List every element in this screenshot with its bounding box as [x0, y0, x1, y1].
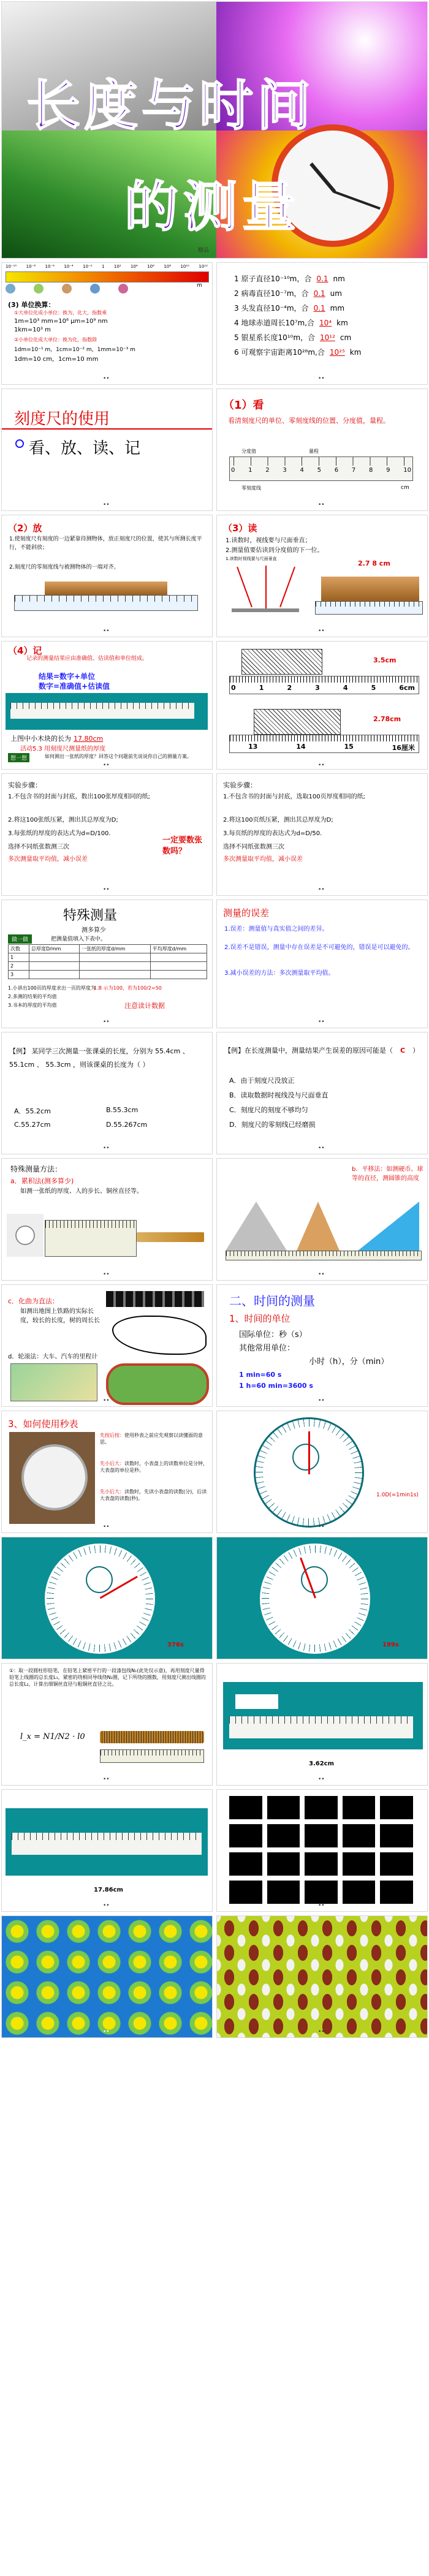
- blue-triangle-image: [358, 1202, 419, 1251]
- cone-image: [290, 1195, 346, 1251]
- ruler-image: [100, 1749, 204, 1763]
- slide-heading: 二、时间的测量: [229, 1294, 315, 1308]
- scale-tick: 10⁻⁶: [45, 264, 55, 269]
- option-d[interactable]: D．刻度尺的零刻线已经磨损: [229, 1121, 316, 1129]
- slide-stopwatch-usage: [1, 1411, 213, 1533]
- usage-tip3: 先小后大：读数时，先读小表盘的读数(分)，后读大表盘的读数(秒)。: [100, 1489, 207, 1501]
- method-b: b．平移法：如测硬币、球等的直径，测圆锥的高度: [352, 1166, 423, 1182]
- eye-diagram: [226, 566, 305, 615]
- record-eq1: 结果=数字+单位: [39, 672, 96, 681]
- step-5: 多次测量取平均值，减小误差: [8, 856, 88, 863]
- page-number: ••: [103, 1271, 110, 1278]
- page-number: ••: [318, 1398, 325, 1404]
- page-number: ••: [318, 1145, 325, 1151]
- read-rule2: 2.测量值要估读到分度值的下一位。: [226, 547, 324, 554]
- steps-heading: 实验步骤：: [8, 781, 42, 789]
- slide-heading: （1）看: [223, 399, 264, 412]
- slide-title-line1: 长度与时间: [26, 74, 315, 137]
- ruler-image: [45, 1220, 137, 1257]
- step-2: 2.将这100页纸压紧，测出其总厚度为D;: [223, 817, 333, 824]
- option-b[interactable]: B．读取数据时视线没与尺面垂直: [229, 1091, 328, 1099]
- page-number: ••: [318, 376, 325, 382]
- ruler-image: [226, 1251, 422, 1260]
- step-1: 1.不包含书的封面与封底，选取100页厚度相同的纸;: [223, 794, 365, 800]
- teal-ruler-image: [6, 1808, 208, 1876]
- slide-heading: 特殊测量: [63, 908, 118, 923]
- stopwatch-reading: 199s: [382, 1642, 399, 1648]
- units-tip2: ②小单位化成大单位：换为化，指数除: [14, 337, 97, 343]
- ruler-reading: 3.62cm: [309, 1760, 335, 1767]
- slide-illusion-leaves: [216, 1915, 428, 2038]
- stopwatch-dial: [45, 1544, 155, 1654]
- page-number: ••: [103, 1776, 110, 1782]
- scale-tick: 10⁻⁸: [26, 264, 36, 269]
- wood-block-image: [45, 581, 167, 595]
- step-3: 3.每页纸的厚度的表达式为d=D/50.: [223, 830, 322, 837]
- slide-place: [1, 515, 213, 637]
- page-number: ••: [318, 628, 325, 634]
- option-d[interactable]: D.55.267cm: [106, 1121, 148, 1129]
- slide-teal-ruler-1: [216, 1663, 428, 1786]
- option-a[interactable]: A．由于刻度尺没放正: [229, 1077, 295, 1085]
- conversion-list: [234, 271, 424, 360]
- scale-tick: 10¹⁰: [180, 264, 189, 269]
- record-body: 记录的测量结果应由准确值、估读值和单位组成。: [26, 656, 148, 662]
- slide-illusion-flowers: [1, 1915, 213, 2038]
- label-zero: 零刻度线: [241, 485, 261, 491]
- slide-example-1: [1, 1032, 213, 1154]
- track-image: [106, 1363, 209, 1405]
- scale-tick: 10⁻¹⁰: [6, 264, 17, 269]
- page-number: ••: [318, 1650, 325, 1656]
- table-header-row: 次数 总厚度D/mm 一张纸的厚度d/mm 平均厚度d/mm: [9, 945, 207, 953]
- option-a[interactable]: A．55.2cm: [14, 1107, 51, 1115]
- slide-experiment-steps-a: [1, 773, 213, 896]
- foot-note: 1.B 示为100，若为100/2=50: [94, 985, 162, 991]
- note-1: 1.小讲出100页的厚度求出一页的厚度为: [8, 985, 96, 991]
- stopwatch-reading: 376s: [167, 1642, 184, 1648]
- slide-heading: 3、如何使用秒表: [8, 1419, 78, 1430]
- method-c: c．化曲为直法：: [8, 1297, 59, 1305]
- scale-tick: 10⁻⁴: [64, 264, 74, 269]
- note-3: 3.书本的厚度的平均值: [8, 1002, 57, 1008]
- option-c[interactable]: C.55.27cm: [14, 1121, 51, 1129]
- step-2: 2.将这100张纸压紧，测出其总厚度为D;: [8, 817, 118, 824]
- ruler-b: 13 14 15 16厘米: [229, 735, 419, 753]
- step-1: 1.不包含书的封面与封底，数出100张厚度相同的纸;: [8, 794, 150, 800]
- slide-stopwatch-3: [216, 1537, 428, 1659]
- slide-accumulation: [1, 1158, 213, 1281]
- stopwatch-dial: [260, 1544, 370, 1654]
- conversion-item: 4 地球赤道周长10⁷m,合 10⁴ km: [234, 319, 348, 327]
- units-tip1: ①大单位化成小单位：换为，化大，指数乘: [14, 310, 107, 316]
- block-hatched-b: [254, 709, 341, 735]
- page-number: ••: [103, 1524, 110, 1530]
- scale-tick: 10¹²: [199, 264, 208, 269]
- slide-teal-ruler-2: [1, 1789, 213, 1912]
- page-number: ••: [318, 2029, 325, 2035]
- reading-a: 3.5cm: [373, 656, 397, 664]
- conversion-item: 1 原子直径10⁻¹⁰m，合 0.1 nm: [234, 275, 345, 283]
- leaf-pattern-image: [217, 1916, 428, 2038]
- page-number: ••: [103, 1145, 110, 1151]
- method-d: d．轮滚法：大车、汽车的里程计: [8, 1354, 98, 1360]
- conversion-item: 5 银星系长度10¹⁰m，合 10¹² cm: [234, 333, 352, 342]
- page-number: ••: [103, 762, 110, 768]
- reading-value: 2.7 8 cm: [358, 559, 390, 567]
- heading-underline: [2, 428, 213, 430]
- label-range: 量程: [309, 449, 319, 454]
- units-line1: 1m=10³ mm=10⁶ μm=10⁹ nm: [14, 318, 108, 325]
- clock-hand-minute: [333, 191, 381, 210]
- ruler-reading: 17.86cm: [94, 1887, 123, 1893]
- slide-stopwatch-2: [1, 1537, 213, 1659]
- place-rule2: 2.刻度尺的零刻度线与被测物体的一端对齐。: [9, 564, 120, 570]
- stopwatch-photo: [9, 1432, 95, 1524]
- step-5: 多次测量取平均值，减小误差: [223, 856, 303, 863]
- ruler-numbers: 0 1 2 3 4 5 6 7 8 9 10: [231, 467, 411, 474]
- example-question: 【例】在长度测量中，测量结果产生误差的原因可能是（ C ）: [224, 1047, 420, 1055]
- page-number: ••: [318, 1271, 325, 1278]
- film-strip-image: [106, 1291, 204, 1307]
- time-eq1: 1 min=60 s: [239, 1371, 282, 1379]
- time-units-heading: 1、时间的单位: [229, 1313, 290, 1324]
- wire-coil-image: [7, 1214, 44, 1257]
- reading-b: 2.78cm: [373, 715, 401, 723]
- usage-tip2: 先小后大：读数时，小表盘上的读数单位是分钟，大表盘的单位是秒。: [100, 1461, 208, 1473]
- time-eq2: 1 h=60 min=3600 s: [239, 1382, 313, 1390]
- slide-record: [1, 641, 213, 770]
- ruler-image: [229, 456, 413, 481]
- label-division: 分度值: [241, 449, 256, 454]
- measure-table: [8, 944, 207, 979]
- table-desc: 把测量值填入下表中。: [51, 936, 107, 942]
- ruler-unit: cm: [401, 485, 409, 491]
- ruler-image: [14, 595, 198, 611]
- wire-formula: l_x = N1/N2 · l0: [20, 1732, 85, 1741]
- page-number: ••: [103, 1650, 110, 1656]
- hermann-grid-image: [229, 1796, 413, 1904]
- four-steps: 看、放、读、记: [29, 439, 141, 458]
- slide-curve-to-line: [1, 1284, 213, 1407]
- method-a-desc: 如测一张纸的厚度、人的步长、铜丝直径等。: [20, 1188, 143, 1195]
- page-number: ••: [318, 887, 325, 893]
- page-number: ••: [318, 762, 325, 768]
- slide-subheading: 测多算少: [82, 927, 106, 934]
- method-a: a．累积法(测多算少): [10, 1177, 74, 1185]
- slide-read: [216, 515, 428, 637]
- page-number: ••: [318, 1903, 325, 1909]
- step-3: 3.每张纸的厚度的表达式为d=D/100.: [8, 830, 111, 837]
- triangle-ruler-image: [226, 1195, 287, 1251]
- slide-ruler-usage: [1, 388, 213, 511]
- method-c-desc: 如测出地图上铁路的实际长度，较长的长度，树的周长长: [20, 1308, 100, 1324]
- read-caption: 1.读数时视线要与尺面垂直: [226, 556, 277, 561]
- scale-tick: 10⁴: [131, 264, 138, 269]
- slide-special-measure: [1, 900, 213, 1028]
- scale-tick: 10⁻²: [83, 264, 93, 269]
- conversion-item: 3 头发直径10⁻⁴m，合 0.1 mm: [234, 304, 345, 313]
- activity-link[interactable]: 活动5.3 用刻度尺测量纸的厚度: [20, 746, 106, 752]
- page-number: ••: [103, 887, 110, 893]
- think-question: 如何测出一张纸的厚度？回答这个问题前先说说你自己的测量方案。: [45, 754, 192, 759]
- scale-bar: [6, 271, 209, 282]
- read-rule1: 1.读数时，视线要与尺面垂直；: [226, 537, 311, 544]
- error-reduce: 3.减小误差的方法：多次测量取平均值。: [224, 970, 335, 977]
- wire-method: ①：取一段圆柱形铅笔，在铅笔上紧密平行的一段漆包线N₁(此处仅示意)，再用刻度尺量得铅笔上线圈的总长度L₁，紧密的绕相同导线绕N₂圈，记下所绕的圈数，用刻度尺测出线圈的总长度L₂，计算出细铜丝直径与粗铜丝直径之比。: [9, 1668, 206, 1687]
- teal-ruler-image: [6, 693, 208, 730]
- pencil-coil-image: [100, 1731, 204, 1743]
- time-other-units: 小时（h），分（min）: [309, 1357, 389, 1366]
- map-image: [10, 1363, 97, 1401]
- conversion-item: 2 病毒直径10⁻⁷m，合 0.1 um: [234, 289, 342, 298]
- slide-experiment-steps-b: [216, 773, 428, 896]
- ruler-image: [315, 601, 423, 615]
- table-row: 2: [9, 962, 207, 971]
- slide-translation: [216, 1158, 428, 1281]
- slide-heading: （3）读: [223, 523, 257, 534]
- error-vs-mistake: 2.误差不是错误，测量中存在误差是不可避免的，错误是可以避免的。: [224, 944, 414, 951]
- slide-error: [216, 900, 428, 1028]
- units-heading: (3) 单位换算：: [8, 301, 55, 309]
- option-b[interactable]: B.55.3cm: [106, 1106, 139, 1114]
- slide-units: [1, 262, 213, 385]
- steps-heading: 实验步骤：: [223, 781, 257, 789]
- step-4: 选择不同纸张数测三次: [223, 844, 284, 850]
- stopwatch-dial: [254, 1417, 364, 1528]
- page-number: ••: [103, 376, 110, 382]
- slide-footnote: 精品: [198, 248, 210, 254]
- scale-tick: 1: [102, 264, 105, 269]
- slide-title: [1, 1, 428, 259]
- page-number: ••: [318, 1019, 325, 1025]
- page-number: ••: [103, 2029, 110, 2035]
- clock-hand-hour: [309, 162, 336, 193]
- page-number: ••: [103, 502, 110, 508]
- teal-ruler-image: [223, 1682, 423, 1749]
- pencil-image: [137, 1232, 204, 1242]
- scale-tick: 10²: [113, 264, 121, 269]
- page-number: ••: [103, 1398, 110, 1404]
- step-4: 选择不同纸张数测三次: [8, 844, 69, 850]
- slide-heading: 刻度尺的使用: [14, 410, 110, 428]
- ruler-a: 0 1 2 3 4 5 6cm: [229, 676, 419, 694]
- table-row: 1: [9, 953, 207, 962]
- units-line3: 1dm=10⁻¹ m，1cm=10⁻² m，1mm=10⁻³ m: [14, 347, 135, 353]
- wood-block-image: [321, 577, 419, 601]
- block-hatched-a: [241, 649, 322, 675]
- stopwatch-label: 1.0D(=1min1s): [376, 1492, 419, 1498]
- record-reading: 上图中小木块的长为 17.80cm: [10, 735, 104, 743]
- slide-conversion-examples: [216, 262, 428, 385]
- page-number: ••: [318, 1776, 325, 1782]
- bullet-icon: [15, 439, 24, 448]
- mini-illustrations: [6, 284, 189, 297]
- time-other: 其他常用单位：: [239, 1344, 295, 1353]
- slide-wire-diameter: [1, 1663, 213, 1786]
- slide-illusion-grid: [216, 1789, 428, 1912]
- option-c[interactable]: C．刻度尺的刻度不够均匀: [229, 1106, 308, 1114]
- scale-tick: 10⁸: [164, 264, 172, 269]
- note-2: 2.多测的结果的平均值: [8, 994, 57, 999]
- example-question: 【例】 某同学三次测量一张课桌的长度，分别为 55.4cm 、 55.1cm 、 55.3cm ，则该课桌的长度为（ ）: [9, 1047, 189, 1069]
- callout-note: 一定要数张数吗？: [162, 836, 203, 856]
- slide-look: [216, 388, 428, 511]
- table-row: 3: [9, 971, 207, 979]
- page-number: ••: [318, 1524, 325, 1530]
- slide-title-line2: 的测量: [124, 175, 302, 238]
- place-rule1: 1.使刻度尺有刻度的一边紧靠待测物体，放正刻度尺的位置，使其与所测长度平行，不能斜放；: [9, 536, 202, 551]
- table-caption: 注意读计数据: [124, 1002, 165, 1010]
- usage-tip1: 先按后按：使用秒表之前应先观察以读懂面的意思。: [100, 1433, 203, 1445]
- look-body: 看清刻度尺的单位、零刻度线的位置、分度值，量程。: [228, 417, 390, 425]
- scale-ticks: [6, 264, 208, 271]
- flower-pattern-image: [2, 1916, 213, 2038]
- slide-time: [216, 1284, 428, 1407]
- slide-stopwatch-1: [216, 1411, 428, 1533]
- units-line4: 1dm=10 cm，1cm=10 mm: [14, 356, 99, 363]
- think-tag: 想一想: [8, 753, 29, 762]
- conversion-item: 6 可观察宇宙距离10²⁸m,合 10²⁵ km: [234, 348, 362, 357]
- page-number: ••: [318, 502, 325, 508]
- page-number: ••: [103, 1903, 110, 1909]
- slide-heading: 特殊测量方法：: [10, 1165, 63, 1173]
- slide-reading-practice: [216, 641, 428, 770]
- page-number: ••: [103, 628, 110, 634]
- try-tag: 做一做: [8, 934, 32, 944]
- curve-thread-image: [112, 1316, 207, 1355]
- time-si-unit: 国际单位：秒（s）: [239, 1330, 307, 1339]
- error-def: 1.误差：测量值与真实值之间的差异。: [224, 926, 328, 933]
- slide-heading: 测量的误差: [223, 907, 270, 919]
- ruler-ticks: [233, 457, 409, 466]
- page-number: ••: [103, 1019, 110, 1025]
- scale-unit: m: [197, 282, 202, 289]
- record-eq2: 数字=准确值+估读值: [39, 682, 110, 691]
- scale-tick: 10⁶: [147, 264, 154, 269]
- units-line2: 1km=10³ m: [14, 327, 51, 333]
- slide-example-2: [216, 1032, 428, 1154]
- slide-heading: （4）记: [8, 645, 42, 656]
- slide-heading: （2）放: [8, 523, 42, 534]
